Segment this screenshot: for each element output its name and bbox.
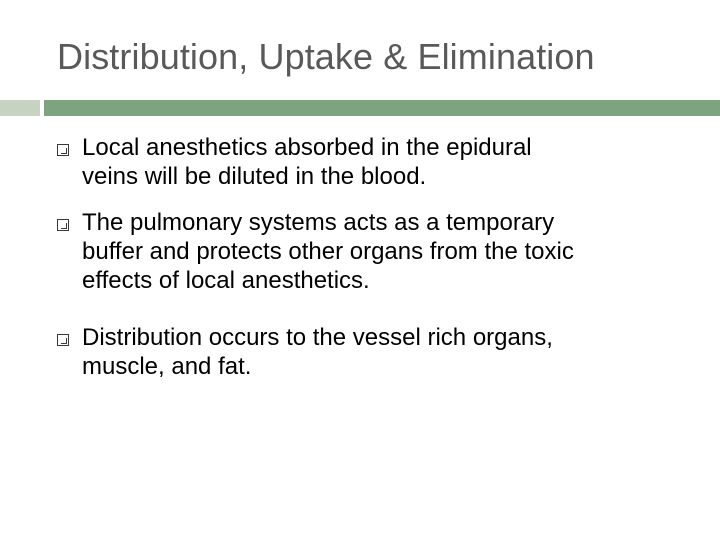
square-bullet-icon [57,334,69,346]
bullet-text: Distribution occurs to the vessel rich organs, muscle, and fat. [82,324,553,380]
square-bullet-icon [57,219,69,231]
square-bullet-icon [57,144,69,156]
bullet-text: Local anesthetics absorbed in the epidural veins will be diluted in the blood. [82,134,532,190]
bullet-text: The pulmonary systems acts as a temporary buffer and protects other organs from the toxic effects of local anesthetics. [82,209,574,294]
slide-title: Distribution, Uptake & Elimination [57,36,595,77]
